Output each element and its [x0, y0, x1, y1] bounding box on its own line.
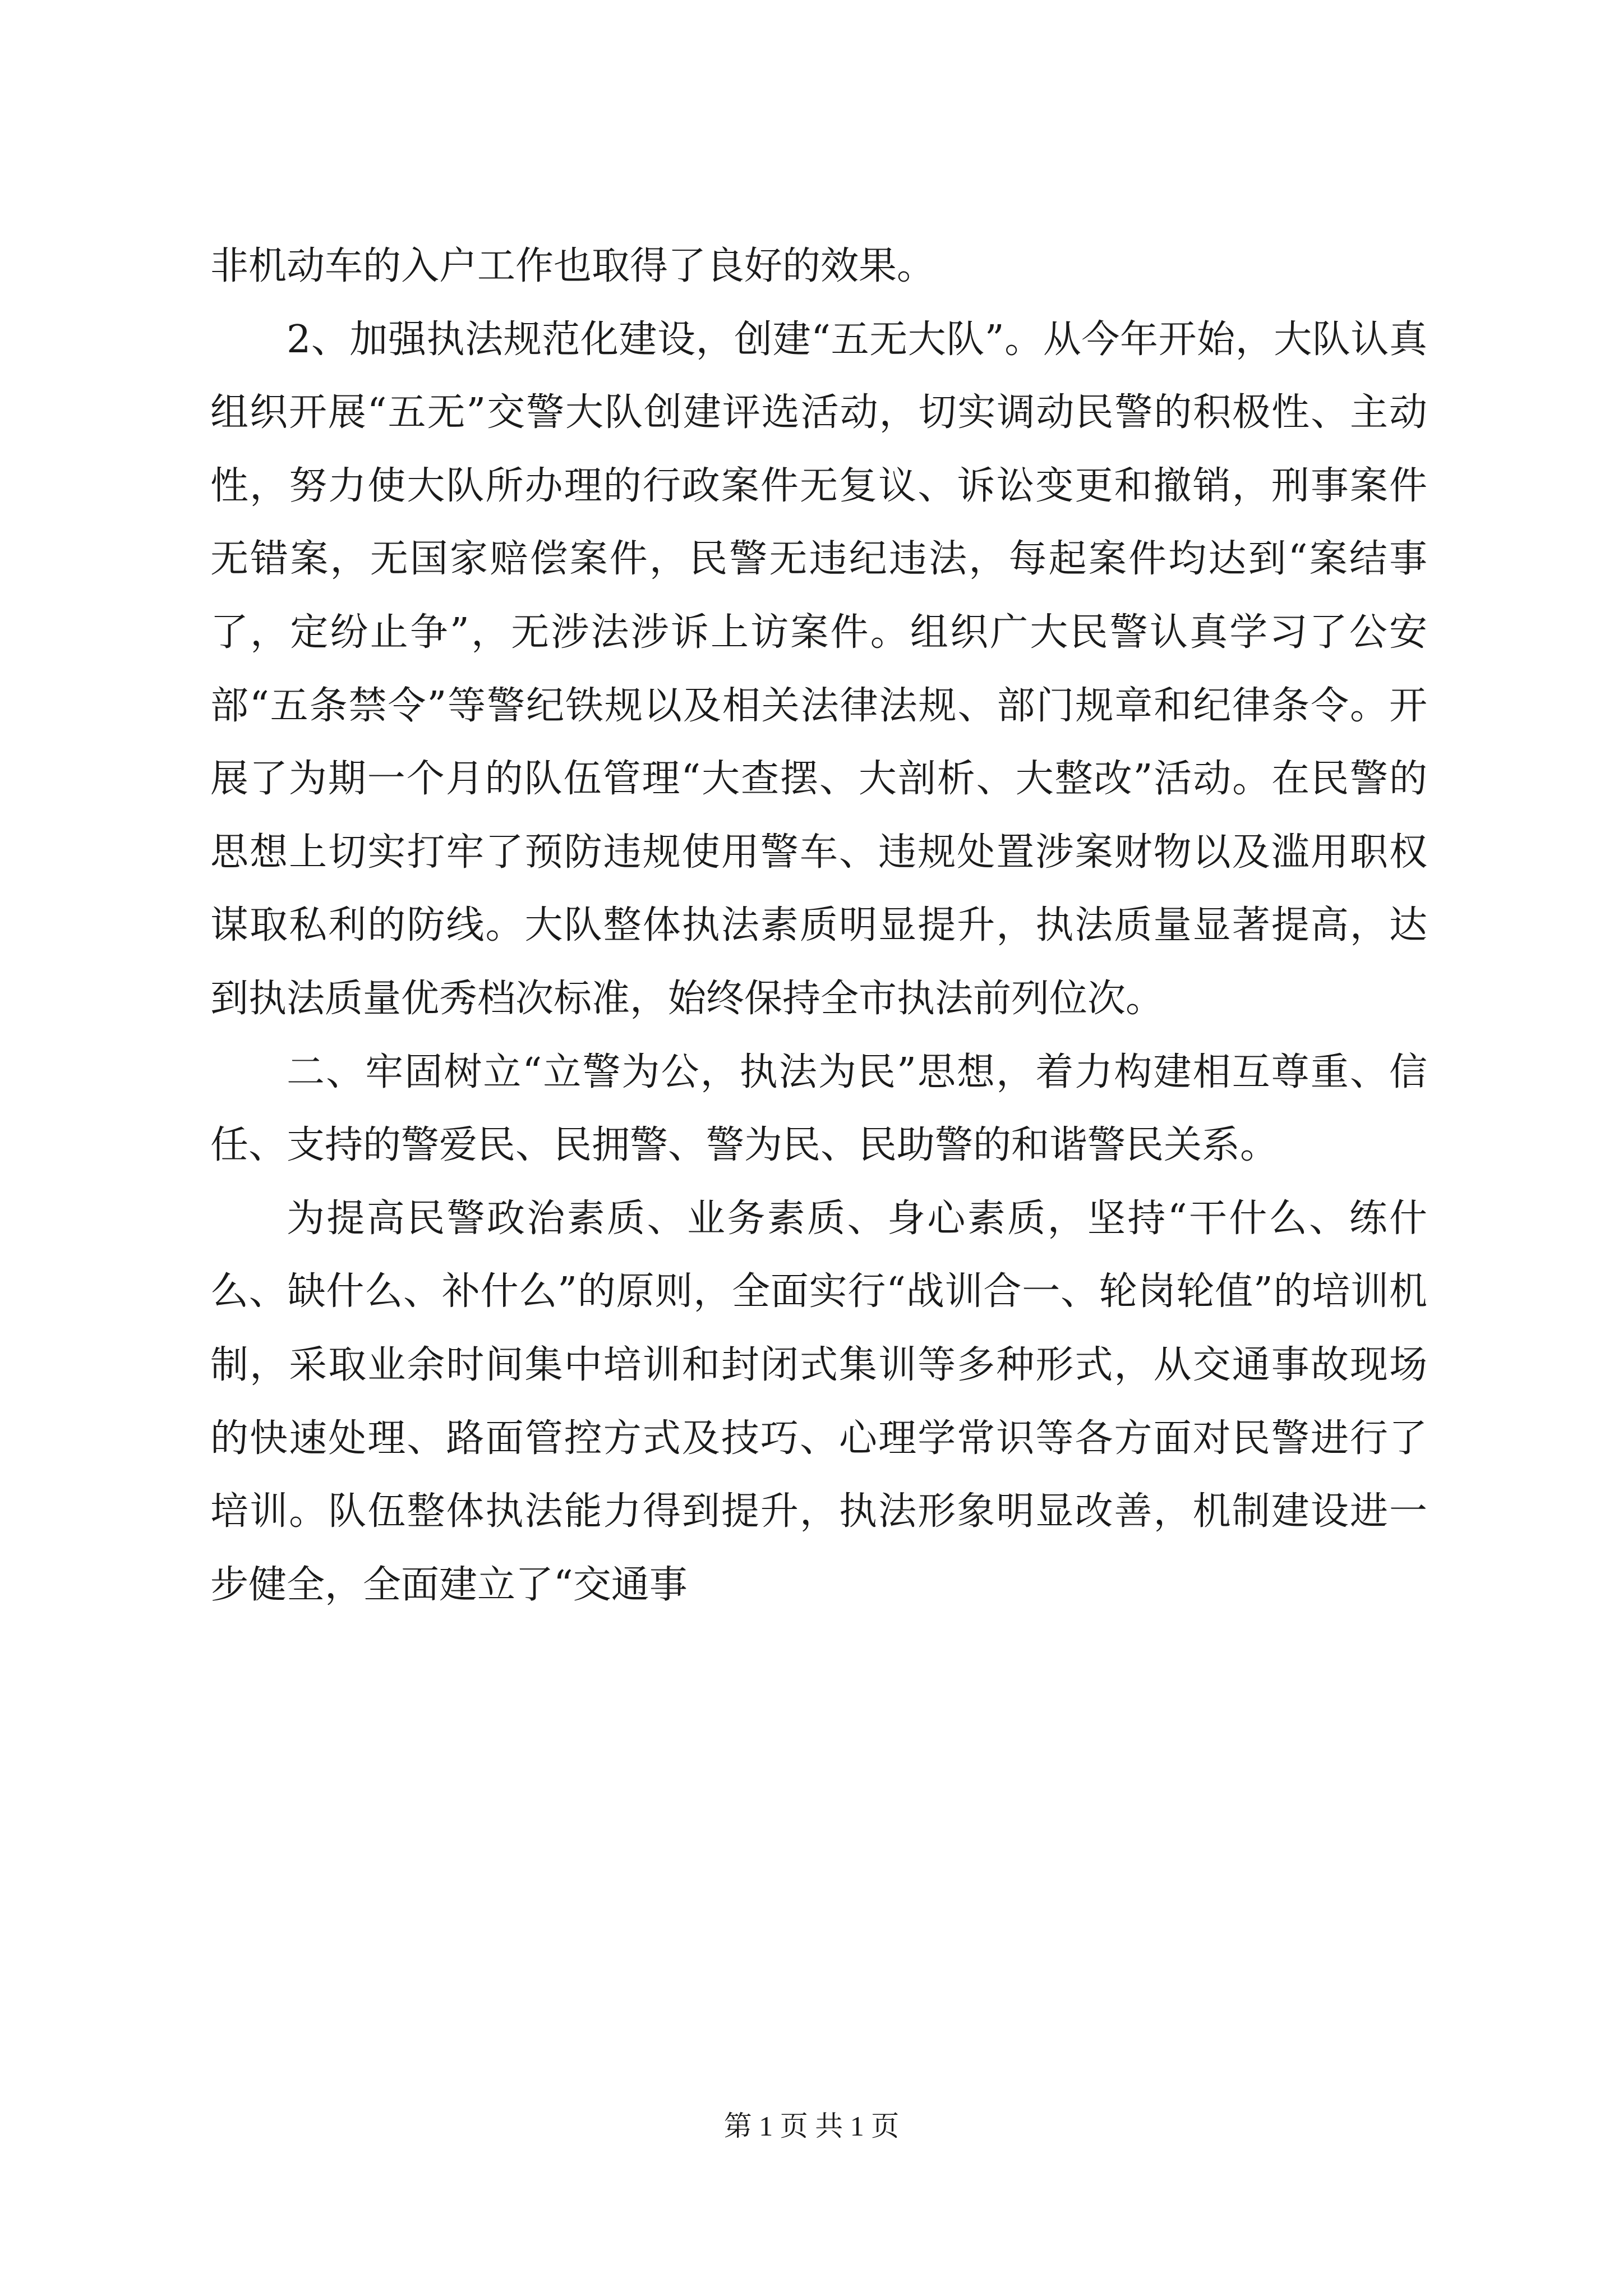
- paragraph-2: 2、加强执法规范化建设，创建“五无大队”。从今年开始，大队认真组织开展“五无”交警大队创建评选活动，切实调动民警的积极性、主动性，努力使大队所办理的行政案件无复议、诉讼变更和撤销，刑事案件无错案，无国家赔偿案件，民警无违纪违法，每起案件均达到“案结事了，定纷止争”，无涉法涉诉上访案件。组织广大民警认真学习了公安部“五条禁令”等警纪铁规以及相关法律法规、部门规章和纪律条令。开展了为期一个月的队伍管理“大查摆、大剖析、大整改”活动。在民警的思想上切实打牢了预防违规使用警车、违规处置涉案财物以及滥用职权谋取私利的防线。大队整体执法素质明显提升，执法质量显著提高，达到执法质量优秀档次标准，始终保持全市执法前列位次。: [210, 317, 1427, 1021]
- page-footer: 第 1 页 共 1 页: [723, 2110, 900, 2142]
- document-body: [210, 230, 1427, 1622]
- paragraph-3: 二、牢固树立“立警为公，执法为民”思想，着力构建相互尊重、信任、支持的警爱民、民拥警、警为民、民助警的和谐警民关系。: [210, 1050, 1427, 1168]
- paragraph-4: 为提高民警政治素质、业务素质、身心素质，坚持“干什么、练什么、缺什么、补什么”的原则，全面实行“战训合一、轮岗轮值”的培训机制，采取业余时间集中培训和封闭式集训等多种形式，从交通事故现场的快速处理、路面管控方式及技巧、心理学常识等各方面对民警进行了培训。队伍整体执法能力得到提升，执法形象明显改善，机制建设进一步健全，全面建立了“交通事: [210, 1196, 1427, 1607]
- paragraph-1: 非机动车的入户工作也取得了良好的效果。: [210, 244, 935, 288]
